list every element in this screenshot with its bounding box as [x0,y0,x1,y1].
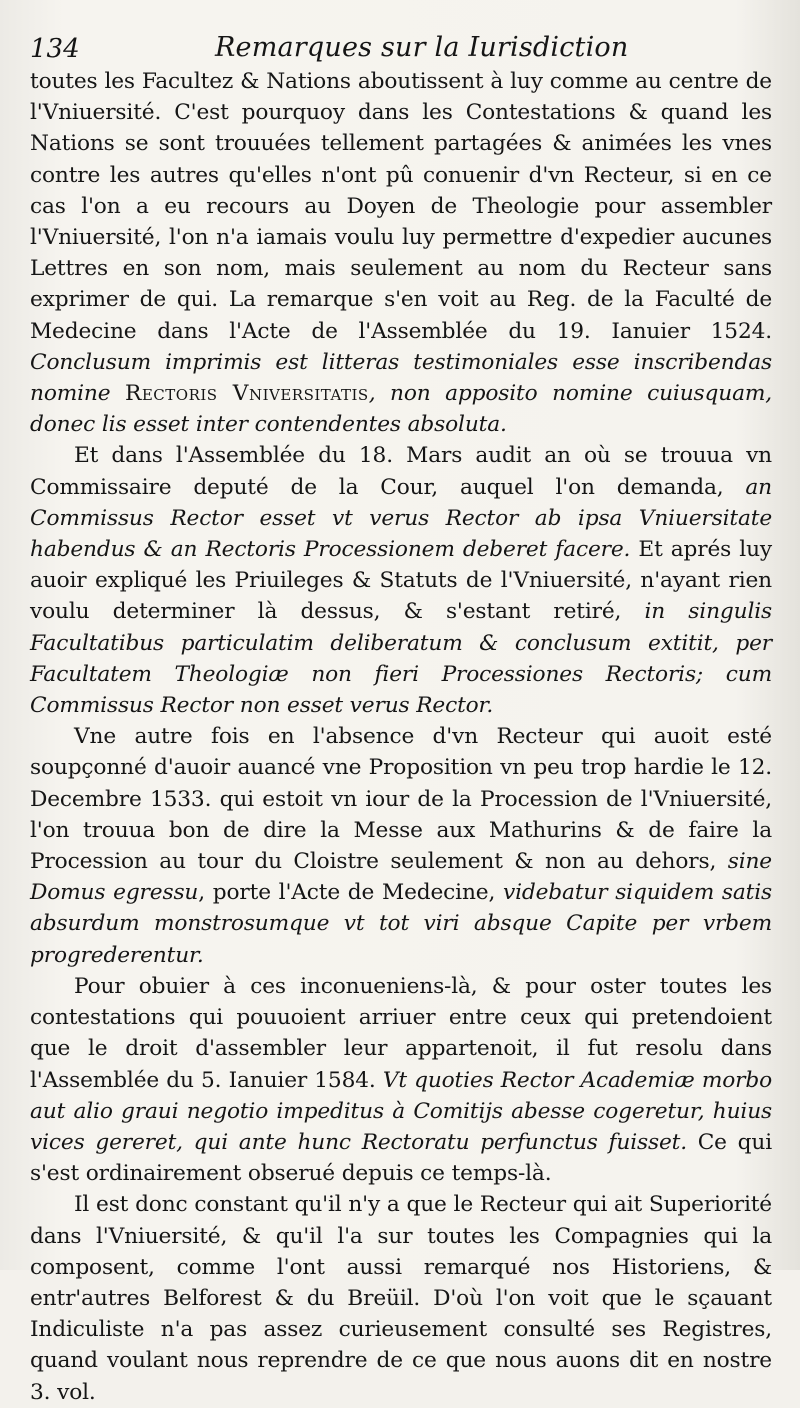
smallcaps-text: Rectoris Vniversitatis [125,381,369,407]
text-run: Ce qui s'est ordinairement obserué depuis ce temps-là. [30,1129,772,1187]
page-number: 134 [30,34,80,64]
paragraph [30,721,772,971]
latin-quote: , non apposito nomine cuiusquam, donec lis esset inter contendentes absoluta. [30,381,773,438]
latin-quote: Conclusum imprimis est litteras testimoniales esse inscribendas nomine [30,349,772,407]
paragraph [30,440,772,721]
text-run: , porte l'Acte de Medecine, [198,880,503,906]
latin-quote: Vt quoties Rector Academiæ morbo aut alio graui negotio impeditus à Comitijs abesse cogeretur, huius vices gereret, qui ante hunc Rectoratu perfunctus fuisset. [30,1067,772,1155]
body-text [30,66,772,1408]
running-title: Remarques sur la Iurisdiction [215,32,629,63]
text-run: Et aprés luy auoir expliqué les Priuileges & Statuts de l'Vniuersité, n'ayant rien voulu determiner là dessus, & s'estant retiré, [30,537,772,625]
latin-quote: sine Domus egressu [30,849,772,906]
latin-quote: videbatur siquidem satis absurdum monstrosumque vt tot viri absque Capite per vrbem progrederentur. [30,880,773,968]
latin-quote: an Commissus Rector esset vt verus Rector ab ipsa Vniuersitate habendus & an Rectoris Processionem deberet facere. [30,474,772,563]
text-run: toutes les Facultez & Nations aboutissent à luy comme au centre de l'Vniuersité. C'est pourquoy dans les Contestations & quand les Nations se sont trouuées tellement partagées & animées les vnes contre les autres qu'elles n'ont pû conuenir d'vn Recteur, si en ce cas l'on a eu recours au Doyen de Theologie pour assembler l'Vniuersité, l'on n'a iamais voulu luy permettre d'expedier aucunes Lettres en son nom, mais seulement au nom du Recteur sans exprimer de qui. La remarque s'en voit au Reg. de la Faculté de Medecine dans l'Acte de l'Assemblée du 19. Ianuier 1524. [30,69,772,344]
text-run: Il est donc constant qu'il n'y a que le Recteur qui ait Superiorité dans l'Vniuersité, & qu'il l'a sur toutes les Compagnies qui la composent, comme l'ont aussi remarqué nos Historiens, & entr'autres Belforest & du Breüil. D'où l'on voit que le sçauant Indiculiste n'a pas assez curieusement consulté ses Registres, quand voulant nous reprendre de ce que nous auons dit en nostre 3. vol. [30,1192,772,1405]
paragraph [30,66,772,440]
page-header [30,30,770,66]
latin-quote: in singulis Facultatibus particulatim deliberatum & conclusum extitit, per Facultatem Theologiæ non fieri Processiones Rectoris; cum Commissus Rector non esset verus Rector. [30,599,772,719]
paragraph [30,971,772,1189]
paragraph [30,1189,772,1407]
text-run: Pour obuier à ces inconueniens-là, & pour oster toutes les contestations qui pouuoient arriuer entre ceux qui pretendoient que le droit d'assembler leur appartenoit, il fut resolu dans l'Assemblée du 5. Ianuier 1584. [30,973,772,1093]
text-run: Et dans l'Assemblée du 18. Mars audit an où se trouua vn Commissaire deputé de la Cour, auquel l'on demanda, [30,443,772,500]
text-run: Vne autre fois en l'absence d'vn Recteur qui auoit esté soupçonné d'auoir auancé vne Proposition vn peu trop hardie le 12. Decembre 1533. qui estoit vn iour de la Procession de l'Vniuersité, l'on trouua bon de dire la Messe aux Mathurins & de faire la Procession au tour du Cloistre seulement & non au dehors, [30,724,772,875]
